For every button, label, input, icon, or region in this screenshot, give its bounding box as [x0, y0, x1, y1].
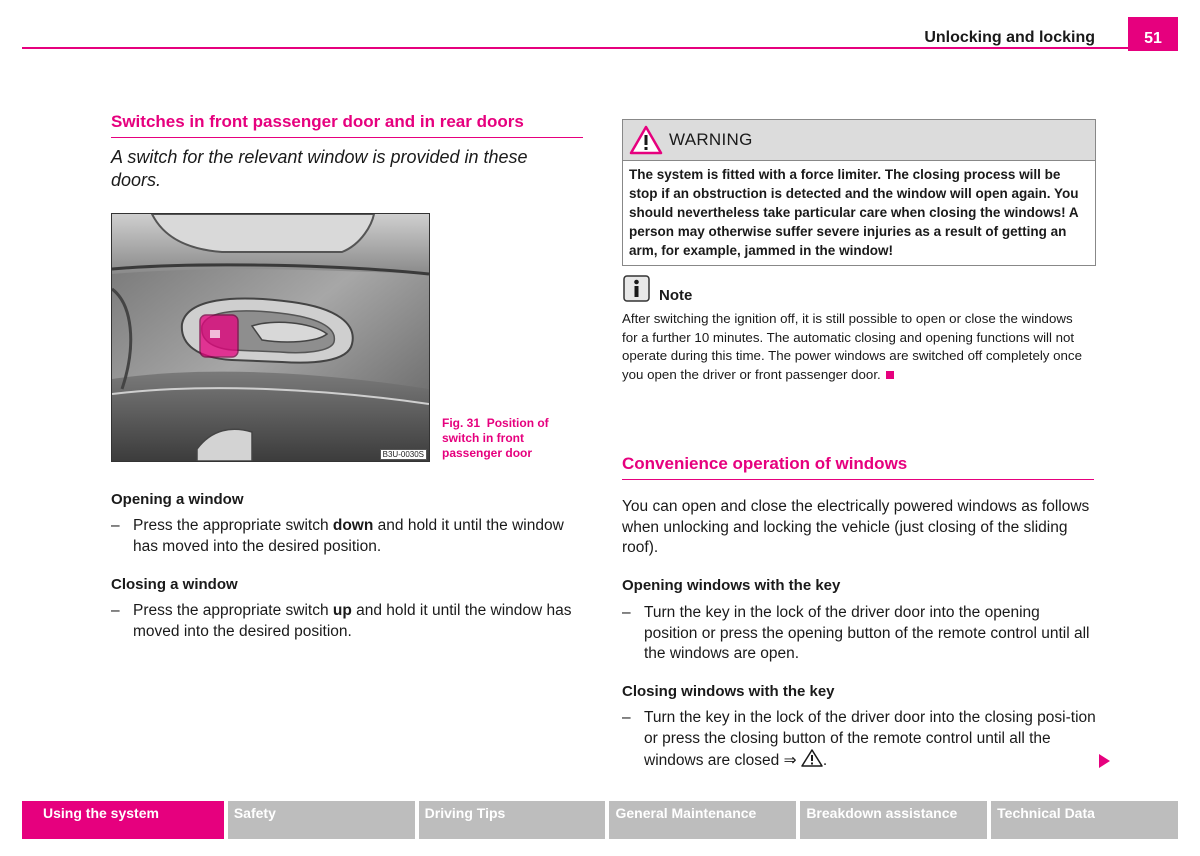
figure-caption-text: Position of switch in front passenger door — [442, 416, 549, 460]
figure-caption — [442, 416, 582, 461]
warning-triangle-icon — [629, 125, 663, 155]
closing-key-text: Turn the key in the lock of the driver door into the closing posi-tion or press the closing button of the remote control until all the windows are closed ⇒ . — [644, 709, 1096, 769]
closing-step-text: Press the appropriate switch up and hold it until the window has moved into the desired position. — [133, 602, 572, 640]
tab-using-the-system[interactable]: Using the system — [22, 801, 224, 839]
dash-bullet: – — [111, 602, 120, 619]
tab-breakdown-assistance[interactable]: Breakdown assistance — [800, 801, 987, 839]
heading-convenience: Convenience operation of windows — [622, 454, 1094, 480]
opening-key-text: Turn the key in the lock of the driver door into the opening position or press the opening button of the remote control until all the windows are open. — [644, 604, 1090, 662]
opening-key-step — [622, 603, 1097, 665]
warning-header — [623, 120, 1095, 161]
tab-general-maintenance[interactable]: General Maintenance — [609, 801, 796, 839]
opening-window-title: Opening a window — [111, 491, 244, 508]
door-illustration — [112, 214, 429, 461]
header-rule — [22, 47, 1178, 49]
tab-driving-tips[interactable]: Driving Tips — [419, 801, 606, 839]
tab-safety[interactable]: Safety — [228, 801, 415, 839]
intro-text: A switch for the relevant window is provided in these doors. — [111, 147, 528, 190]
section-title: Unlocking and locking — [924, 29, 1095, 46]
figure-number: Fig. 31 — [442, 416, 481, 430]
figure-code: B3U-0030S — [380, 449, 427, 460]
tab-technical-data[interactable]: Technical Data — [991, 801, 1178, 839]
figure-door-switch — [111, 213, 430, 462]
heading-switches: Switches in front passenger door and in rear doors — [111, 112, 583, 138]
closing-window-title: Closing a window — [111, 576, 238, 593]
next-page-arrow-icon[interactable] — [1099, 754, 1110, 768]
reference-arrow: ⇒ — [783, 752, 797, 769]
opening-window-step — [111, 516, 581, 557]
opening-key-title: Opening windows with the key — [622, 577, 841, 594]
page-number: 51 — [1128, 17, 1178, 51]
convenience-intro: You can open and close the electrically powered windows as follows when unlocking and locking the vehicle (just closing of the sliding roof). — [622, 498, 1090, 556]
dash-bullet: – — [111, 517, 120, 534]
dash-bullet: – — [622, 604, 631, 621]
warning-box — [622, 119, 1096, 266]
dash-bullet: – — [622, 709, 631, 726]
closing-key-step — [622, 708, 1097, 772]
opening-step-text: Press the appropriate switch down and hold it until the window has moved into the desired position. — [133, 517, 564, 555]
info-icon — [623, 275, 650, 302]
end-of-section-mark — [886, 371, 894, 379]
warning-reference-icon[interactable] — [801, 749, 823, 767]
note-label: Note — [659, 287, 693, 304]
closing-window-step — [111, 601, 581, 642]
warning-label: WARNING — [669, 130, 753, 149]
note-text: After switching the ignition off, it is still possible to open or close the windows for a further 10 minutes. The automatic closing and opening functions will not operate during this time. The power windows are switched off completely once you open the driver or front passenger door. — [622, 311, 1082, 382]
warning-text: The system is fitted with a force limiter. The closing process will be stop if an obstruction is detected and the window will open again. You should nevertheless take particular care when closing the windows! A person may otherwise suffer severe injuries as a result of getting an arm, for example, jammed in the window! — [629, 167, 1079, 258]
footer-nav — [22, 801, 1178, 839]
closing-key-title: Closing windows with the key — [622, 683, 835, 700]
